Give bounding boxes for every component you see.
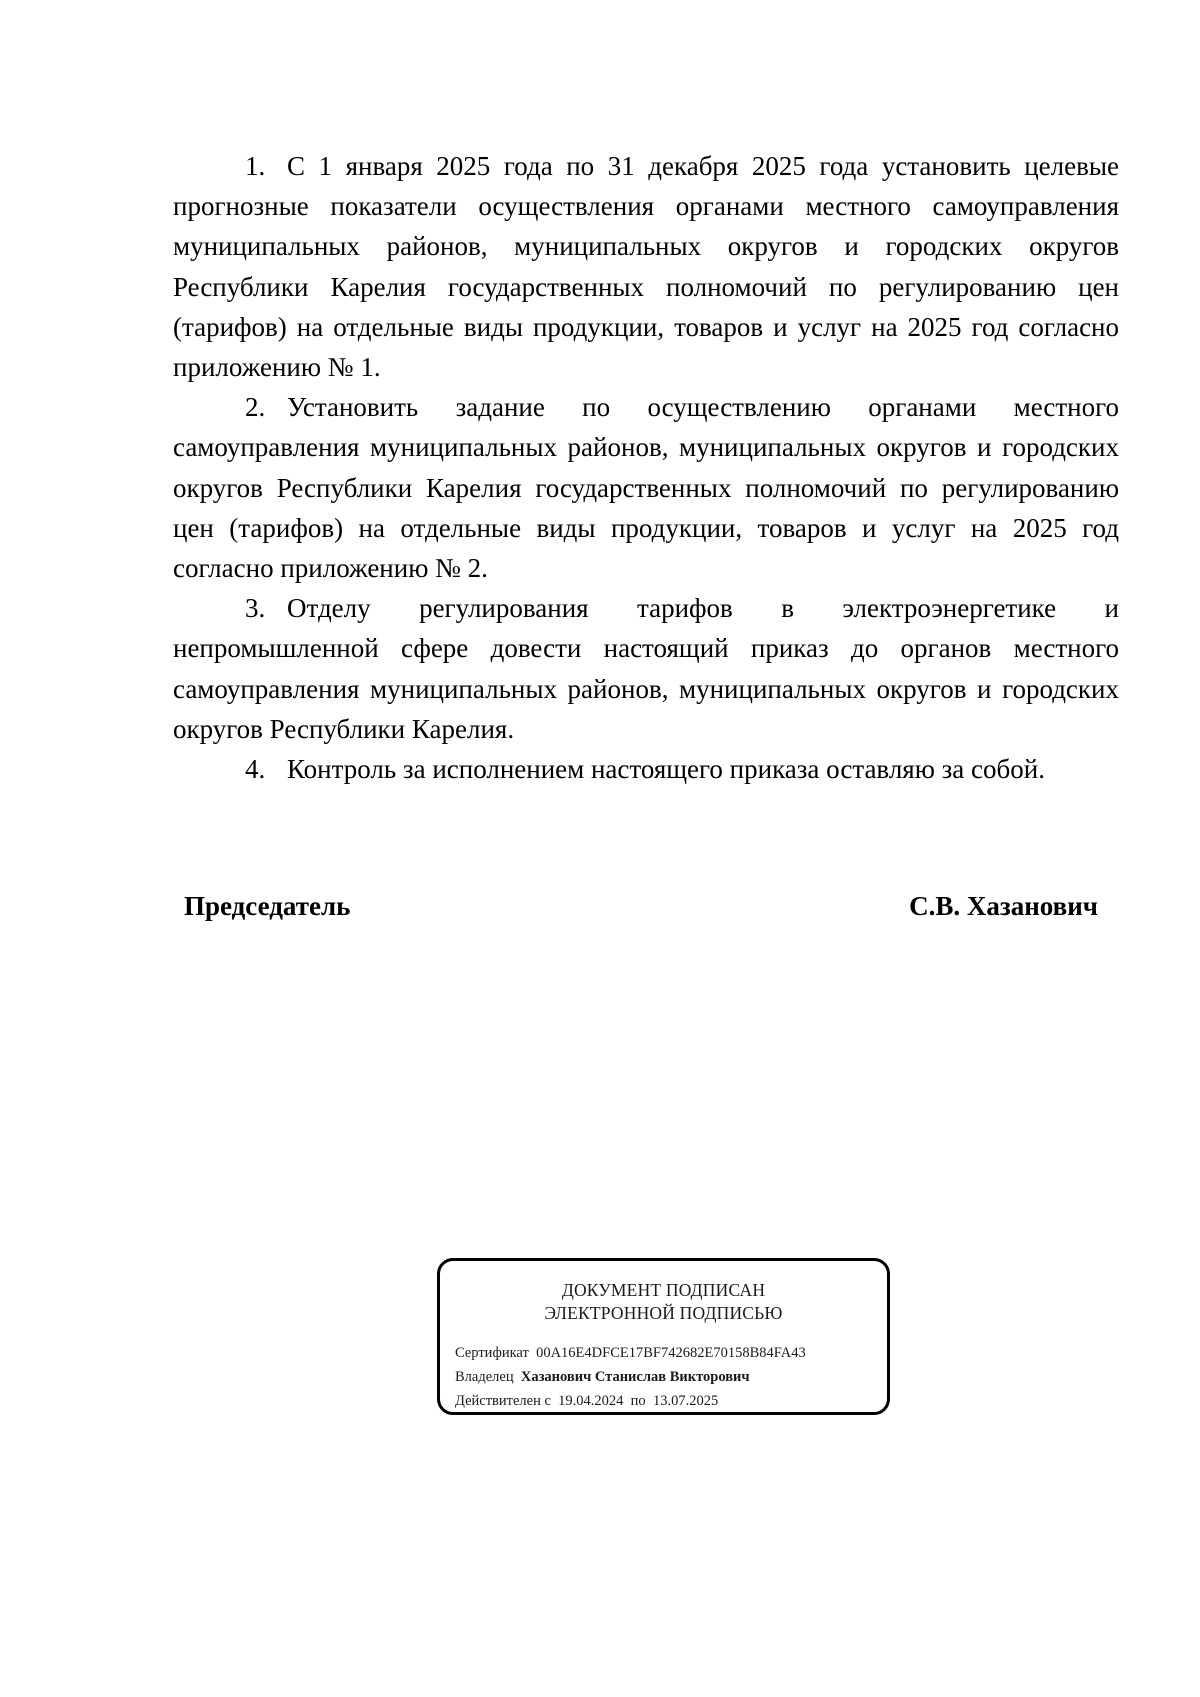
signatory-position: Председатель <box>184 891 351 921</box>
item-text: Контроль за исполнением настоящего приказа оставляю за собой. <box>287 754 1045 785</box>
item-text: С 1 января 2025 года по 31 декабря 2025 года установить целевые прогнозные показатели осуществления органами местного самоуправления муниципальных районов, муниципальных округов и городских округов Республики Карелия государственных полномочий по регулированию цен (тарифов) на отдельные виды продукции, товаров и услуг на 2025 год согласно приложению № 1. <box>173 151 1119 383</box>
order-item-1 <box>173 146 1119 387</box>
order-item-3 <box>173 588 1119 749</box>
order-item-4 <box>173 749 1119 789</box>
item-number: 3. <box>245 593 266 624</box>
valid-to: 13.07.2025 <box>652 1393 719 1409</box>
order-item-2 <box>173 387 1119 588</box>
owner-name: Хазанович Станислав Викторович <box>520 1369 750 1385</box>
stamp-details <box>455 1341 806 1413</box>
item-number: 2. <box>245 392 266 423</box>
valid-to-label: по <box>630 1393 646 1409</box>
stamp-certificate-row <box>455 1341 806 1365</box>
item-number: 1. <box>245 151 266 181</box>
stamp-validity-row <box>455 1389 806 1413</box>
item-number: 4. <box>245 754 266 785</box>
stamp-heading <box>440 1279 887 1325</box>
electronic-signature-stamp <box>437 1258 890 1415</box>
stamp-heading-line-2: ЭЛЕКТРОННОЙ ПОДПИСЬЮ <box>544 1303 783 1323</box>
certificate-label: Сертификат <box>455 1345 529 1361</box>
signature-row <box>184 886 1098 926</box>
certificate-number: 00A16E4DFCE17BF742682E70158B84FA43 <box>536 1345 806 1361</box>
owner-label: Владелец <box>455 1369 514 1385</box>
item-text: Установить задание по осуществлению органами местного самоуправления муниципальных районов, муниципальных округов и городских округов Республики Карелия государственных полномочий по регулированию цен (тарифов) на отдельные виды продукции, товаров и услуг на 2025 год согласно приложению № 2. <box>173 392 1119 584</box>
valid-label: Действителен с <box>455 1393 551 1409</box>
valid-from: 19.04.2024 <box>558 1393 624 1409</box>
stamp-owner-row <box>455 1365 806 1389</box>
order-body <box>173 146 1119 789</box>
signatory-name: С.В. Хазанович <box>909 891 1098 921</box>
item-text: Отделу регулирования тарифов в электроэнергетике и непромышленной сфере довести настоящий приказ до органов местного самоуправления муниципальных районов, муниципальных округов и городских округов Республики Карелия. <box>173 593 1119 744</box>
stamp-heading-line-1: ДОКУМЕНТ ПОДПИСАН <box>561 1280 766 1300</box>
